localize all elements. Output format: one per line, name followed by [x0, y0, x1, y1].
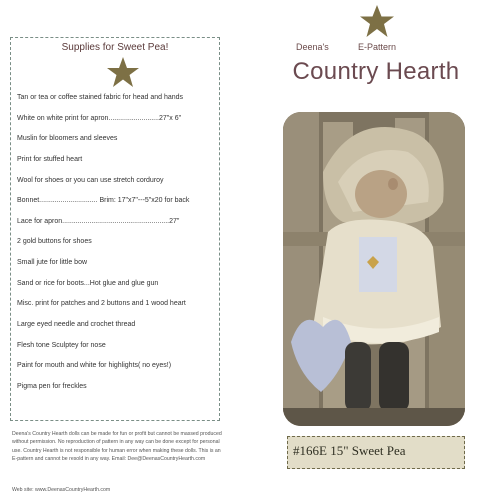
- supply-item: Misc. print for patches and 2 buttons and 1 wood heart: [17, 300, 186, 308]
- supply-item: Large eyed needle and crochet thread: [17, 321, 136, 329]
- brand-title: Country Hearth: [292, 58, 460, 85]
- doll-photo: [283, 112, 465, 426]
- supply-item: Paint for mouth and white for highlights( no eyes!): [17, 362, 172, 370]
- supply-item: Sand or rice for boots...Hot glue and glue gun: [17, 279, 159, 287]
- supply-item: Wool for shoes or you can use stretch corduroy: [17, 176, 164, 184]
- supply-list: [17, 93, 217, 403]
- supplies-title: Supplies for Sweet Pea!: [61, 42, 169, 53]
- supply-item: Flesh tone Sculptey for nose: [17, 341, 106, 349]
- supply-item: 2 gold buttons for shoes: [17, 238, 92, 246]
- supply-item: Small jute for little bow: [17, 259, 88, 267]
- supply-item: Bonnet.............................. Brim: 17"x7"---5"x20 for back: [17, 197, 190, 205]
- doll-illustration: [283, 112, 465, 426]
- usage-notes: Deena's Country Hearth dolls can be made for fun or profit but cannot be massed produced without permission. No reproduction of pattern in any way can be done except for personal use. Country Hearth is not responsible for human error when making these dolls. This is an E-pattern and cannot be resold in any way. Email: Dee@DeenasCountryHearth.com: [12, 431, 222, 463]
- star-icon: [106, 56, 140, 88]
- supply-item: Muslin for bloomers and sleeves: [17, 135, 118, 143]
- brand-owner-label: Deena's: [296, 42, 329, 52]
- supplies-panel: [10, 37, 220, 421]
- supply-item: Pigma pen for freckles: [17, 382, 87, 390]
- supply-item: White on white print for apron..........................27"x 6": [17, 114, 182, 122]
- supply-item: Print for stuffed heart: [17, 155, 83, 163]
- supply-item: Tan or tea or coffee stained fabric for head and hands: [17, 94, 184, 101]
- star-icon: [359, 4, 395, 38]
- product-label: #166E 15" Sweet Pea: [287, 436, 465, 469]
- supply-item: Lace for apron.......................................................27": [17, 217, 180, 225]
- website-link[interactable]: Web site: www.DeenasCountryHearth.com: [12, 487, 111, 493]
- brand-format-label: E-Pattern: [358, 42, 397, 52]
